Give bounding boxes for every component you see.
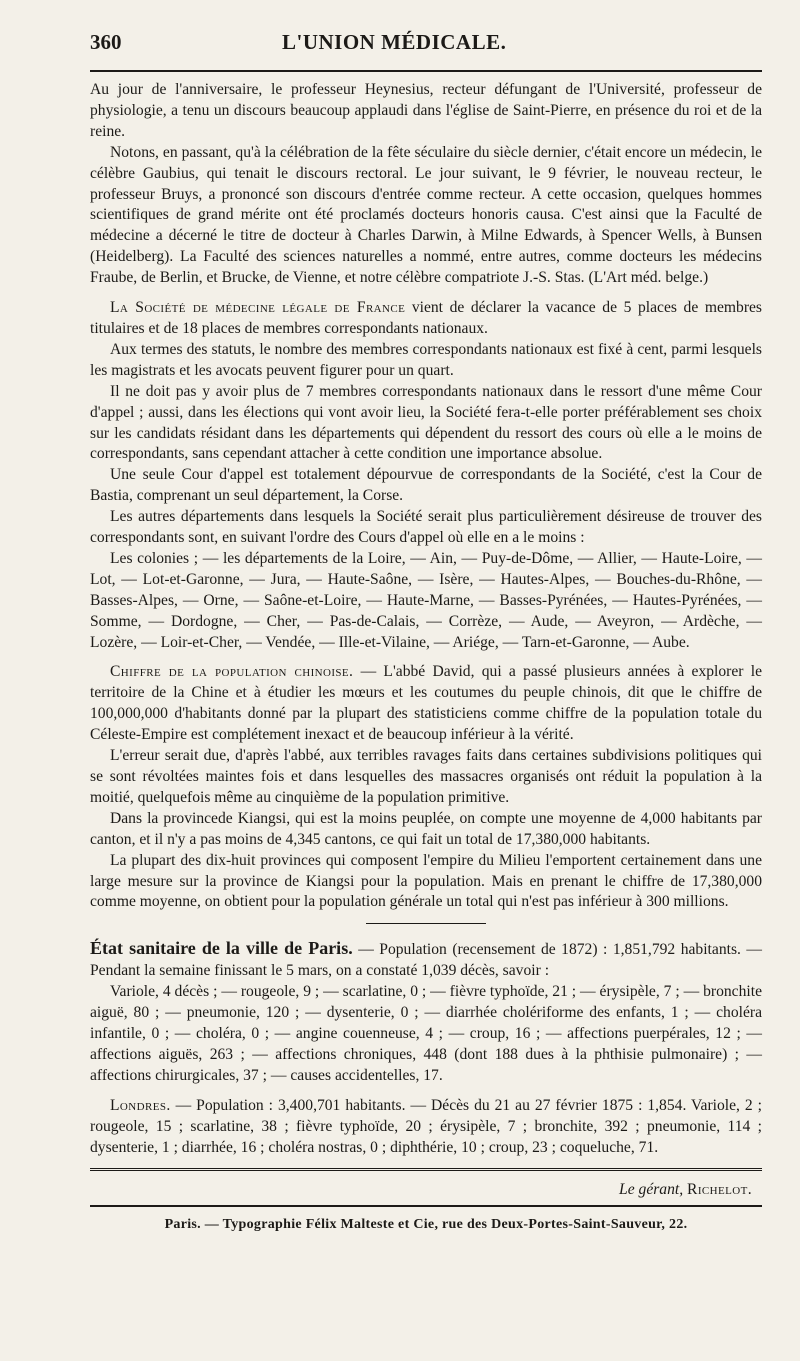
body-text [90,80,762,1158]
etat-title: État sanitaire de la ville de Paris. [90,938,353,959]
signature-name: Richelot. [687,1181,752,1199]
paragraph-rectoral: Notons, en passant, qu'à la célébration de la fête séculaire du siècle dernier, c'était encore un médecin, le célèbre Gaubius, qui tenait le discours rectoral. Le jour suivant, le 9 février, le nouveau recteur, le professeur Bruys, a prononcé son discours d'entrée comme recteur. A cette occasion, quelques hommes scientifiques de grand mérite ont été proclamés docteurs honoris causa. C'est ainsi que la Faculté de médecine a décerné le titre de docteur à Charles Darwin, à Milne Edwards, à Spencer Wells, à Bunsen (Heidelberg). La Faculté des sciences naturelles a nommé, entre autres, comme docteurs les médecins Fraube, de Berlin, et Brucke, de Vienne, et notre célèbre compatriote J.-S. Stas. (L'Art méd. belge.) [90,143,762,287]
section-divider [366,923,486,924]
paragraph-chiffre-kiangsi: Dans la provincede Kiangsi, qui est la moins peuplée, on compte une moyenne de 4,000 habitants par canton, et il n'y a pas moins de 4,345 cantons, ce qui fait un total de 17,380,000 habitants. [90,809,762,848]
imprint: Paris. — Typographie Félix Malteste et Cie, rue des Deux-Portes-Saint-Sauveur, 22. [164,1217,688,1233]
imprint-rule [90,1205,762,1207]
paragraph-anniversary: Au jour de l'anniversaire, le professeur Heynesius, recteur défungant de l'Université, professeur de physiologie, a tenu un discours beaucoup applaudi dans l'église de Saint-Pierre, en présence du roi et de la reine. [90,81,762,140]
paragraph-londres [90,1096,762,1159]
paragraph-chiffre-erreur: L'erreur serait due, d'après l'abbé, aux terribles ravages faits dans certaines subdivisions politiques qui se sont révoltées maintes fois et dans lesquelles des massacres organisés ont réduit la population à la moitié, quelquefois même au cinquième de la population primitive. [90,747,762,806]
londres-lead: Londres. [110,1096,171,1114]
londres-rest: — Population : 3,400,701 habitants. — Décès du 21 au 27 février 1875 : 1,854. Variole, 2 ; rougeole, 15 ; scarlatine, 38 ; fièvre typhoïde, 20 ; érysipèle, 7 ; bronchite, 392 ; pneumonie, 114 ; dysenterie, 1 ; diarrhée, 16 ; choléra nostras, 0 ; diphthérie, 10 ; croup, 23 ; coqueluche, 71. [90,1096,762,1156]
societe-lead: La Société de médecine légale de France [110,299,406,317]
page-number: 360 [90,30,122,54]
paragraph-etat-lead [90,938,762,982]
paragraph-chiffre-lead [90,662,762,746]
running-head: L'UNION MÉDICALE. [282,30,507,54]
paragraph-societe-lead [90,298,762,340]
paragraph-societe-cour: Il ne doit pas y avoir plus de 7 membres correspondants nationaux dans le ressort d'une même Cour d'appel ; aussi, dans les élections qui vont avoir lieu, la Société fera-t-elle porter préférablement ses choix sur les candidats résidant dans les départements qui dépendent du ressort des cours où elle a le moins de correspondants, sans cependant attacher à cette condition une importance absolue. [90,382,762,463]
chiffre-lead: Chiffre de la population chinoise. [110,663,354,681]
paragraph-etat-detail: Variole, 4 décès ; — rougeole, 9 ; — scarlatine, 0 ; — fièvre typhoïde, 21 ; — érysipèle, 7 ; — bronchite aiguë, 80 ; — pneumonie, 120 ; — dysenterie, 0 ; — diarrhée cholériforme des enfants, 1 ; — choléra infantile, 0 ; — choléra, 0 ; — angine couenneuse, 4 ; — croup, 16 ; — affections puerpérales, 12 ; — affections aiguës, 263 ; — affections chroniques, 448 (dont 188 dues à la phthisie pulmonaire) ; — affections chirurgicales, 37 ; — causes accidentelles, 17. [90,983,762,1084]
header-rule [90,70,762,72]
closing-rule [90,1168,762,1171]
chiffre-lead-rest: — L'abbé David, qui a passé plusieurs années à explorer le territoire de la Chine et à étudier les mœurs et les coutumes du peuple chinois, dit que le chiffre de 100,000,000 d'habitants donné par la plupart des statisticiens comme chiffre de la population totale du Céleste-Empire est complétement inexact et de beaucoup inférieur à la vérité. [90,663,762,744]
signature-label: Le gérant, [619,1181,684,1199]
page-header [90,30,762,70]
societe-lead-rest: vient de déclarer la vacance de 5 places de membres titulaires et de 18 places de membres correspondants nationaux. [90,299,762,337]
paragraph-societe-bastia: Une seule Cour d'appel est totalement dépourvue de correspondants de la Société, c'est la Cour de Bastia, comprenant un seul département, la Corse. [90,466,762,505]
paragraph-societe-statuts: Aux termes des statuts, le nombre des membres correspondants nationaux est fixé à cent, parmi lesquels les magistrats et les avocats peuvent figurer pour un quart. [90,340,762,379]
signature [90,1181,762,1199]
etat-lead-rest: — Population (recensement de 1872) : 1,851,792 habitants. — Pendant la semaine finissant le 5 mars, on a constaté 1,039 décès, savoir : [90,941,762,980]
paragraph-societe-autres: Les autres départements dans lesquels la Société serait plus particulièrement désireuse de trouver des correspondants sont, en suivant l'ordre des Cours d'appel où elle en a le moins : [90,508,762,547]
paragraph-societe-liste: Les colonies ; — les départements de la Loire, — Ain, — Puy-de-Dôme, — Allier, — Haute-Loire, — Lot, — Lot-et-Garonne, — Jura, — Haute-Saône, — Isère, — Hautes-Alpes, — Bouches-du-Rhône, — Basses-Alpes, — Orne, — Saône-et-Loire, — Haute-Marne, — Basses-Pyrénées, — Hautes-Pyrénées, — Somme, — Dordogne, — Cher, — Pas-de-Calais, — Corrèze, — Aude, — Aveyron, — Ardèche, — Lozère, — Loir-et-Cher, — Vendée, — Ille-et-Vilaine, — Ariége, — Tarn-et-Garonne, — Aube. [90,549,762,651]
paragraph-chiffre-provinces: La plupart des dix-huit provinces qui composent l'empire du Milieu l'emportent certainement dans une large mesure sur la province de Kiangsi pour la population. Mais en prenant le chiffre de 17,380,000 comme moyenne, on obtient pour la population générale un total qui n'est pas inférieur à 300 millions. [90,851,762,911]
